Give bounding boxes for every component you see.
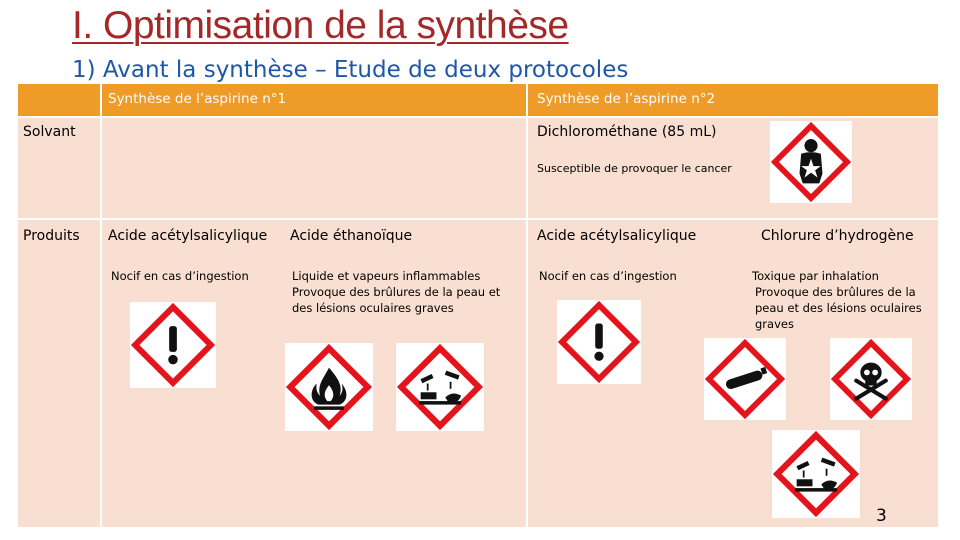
product-4-name: Chlorure d’hydrogène — [761, 228, 914, 244]
page-number: 3 — [876, 506, 887, 526]
gas-cylinder-icon — [704, 338, 786, 420]
page-title: I. Optimisation de la synthèse — [72, 4, 569, 47]
row-divider — [18, 116, 938, 118]
product-2-note-line-3: des lésions oculaires graves — [292, 301, 454, 315]
exclamation-icon — [556, 300, 642, 384]
product-3-note: Nocif en cas d’ingestion — [539, 269, 677, 283]
health-hazard-icon — [770, 121, 852, 203]
flame-icon — [284, 343, 374, 431]
solvant-note: Susceptible de provoquer le cancer — [537, 162, 732, 175]
column-divider — [100, 84, 102, 527]
row-label-produits: Produits — [23, 228, 80, 244]
product-3-name: Acide acétylsalicylique — [537, 228, 697, 244]
product-2-note-line-2: Provoque des brûlures de la peau et — [292, 285, 501, 299]
header-protocol-1: Synthèse de l’aspirine n°1 — [108, 91, 287, 107]
product-4-note-line-4: graves — [755, 317, 794, 331]
corrosion-icon — [396, 343, 484, 431]
product-2-note-line-1: Liquide et vapeurs inflammables — [292, 269, 481, 283]
row-divider — [18, 218, 938, 220]
corrosion-icon — [772, 430, 860, 518]
row-label-solvant: Solvant — [23, 124, 76, 140]
product-4-note-line-3: peau et des lésions oculaires — [755, 301, 922, 315]
product-4-note-line-1: Toxique par inhalation — [752, 269, 879, 283]
header-protocol-2: Synthèse de l’aspirine n°2 — [537, 91, 716, 107]
skull-crossbones-icon — [830, 338, 912, 420]
product-1-note: Nocif en cas d’ingestion — [111, 269, 249, 283]
product-4-note-line-2: Provoque des brûlures de la — [755, 285, 916, 299]
exclamation-icon — [128, 302, 218, 388]
product-2-name: Acide éthanoïque — [290, 228, 413, 244]
page-subtitle: 1) Avant la synthèse – Etude de deux protocoles — [72, 57, 629, 83]
column-divider — [526, 84, 528, 527]
product-1-name: Acide acétylsalicylique — [108, 228, 268, 244]
solvant-value: Dichlorométhane (85 mL) — [537, 124, 717, 140]
